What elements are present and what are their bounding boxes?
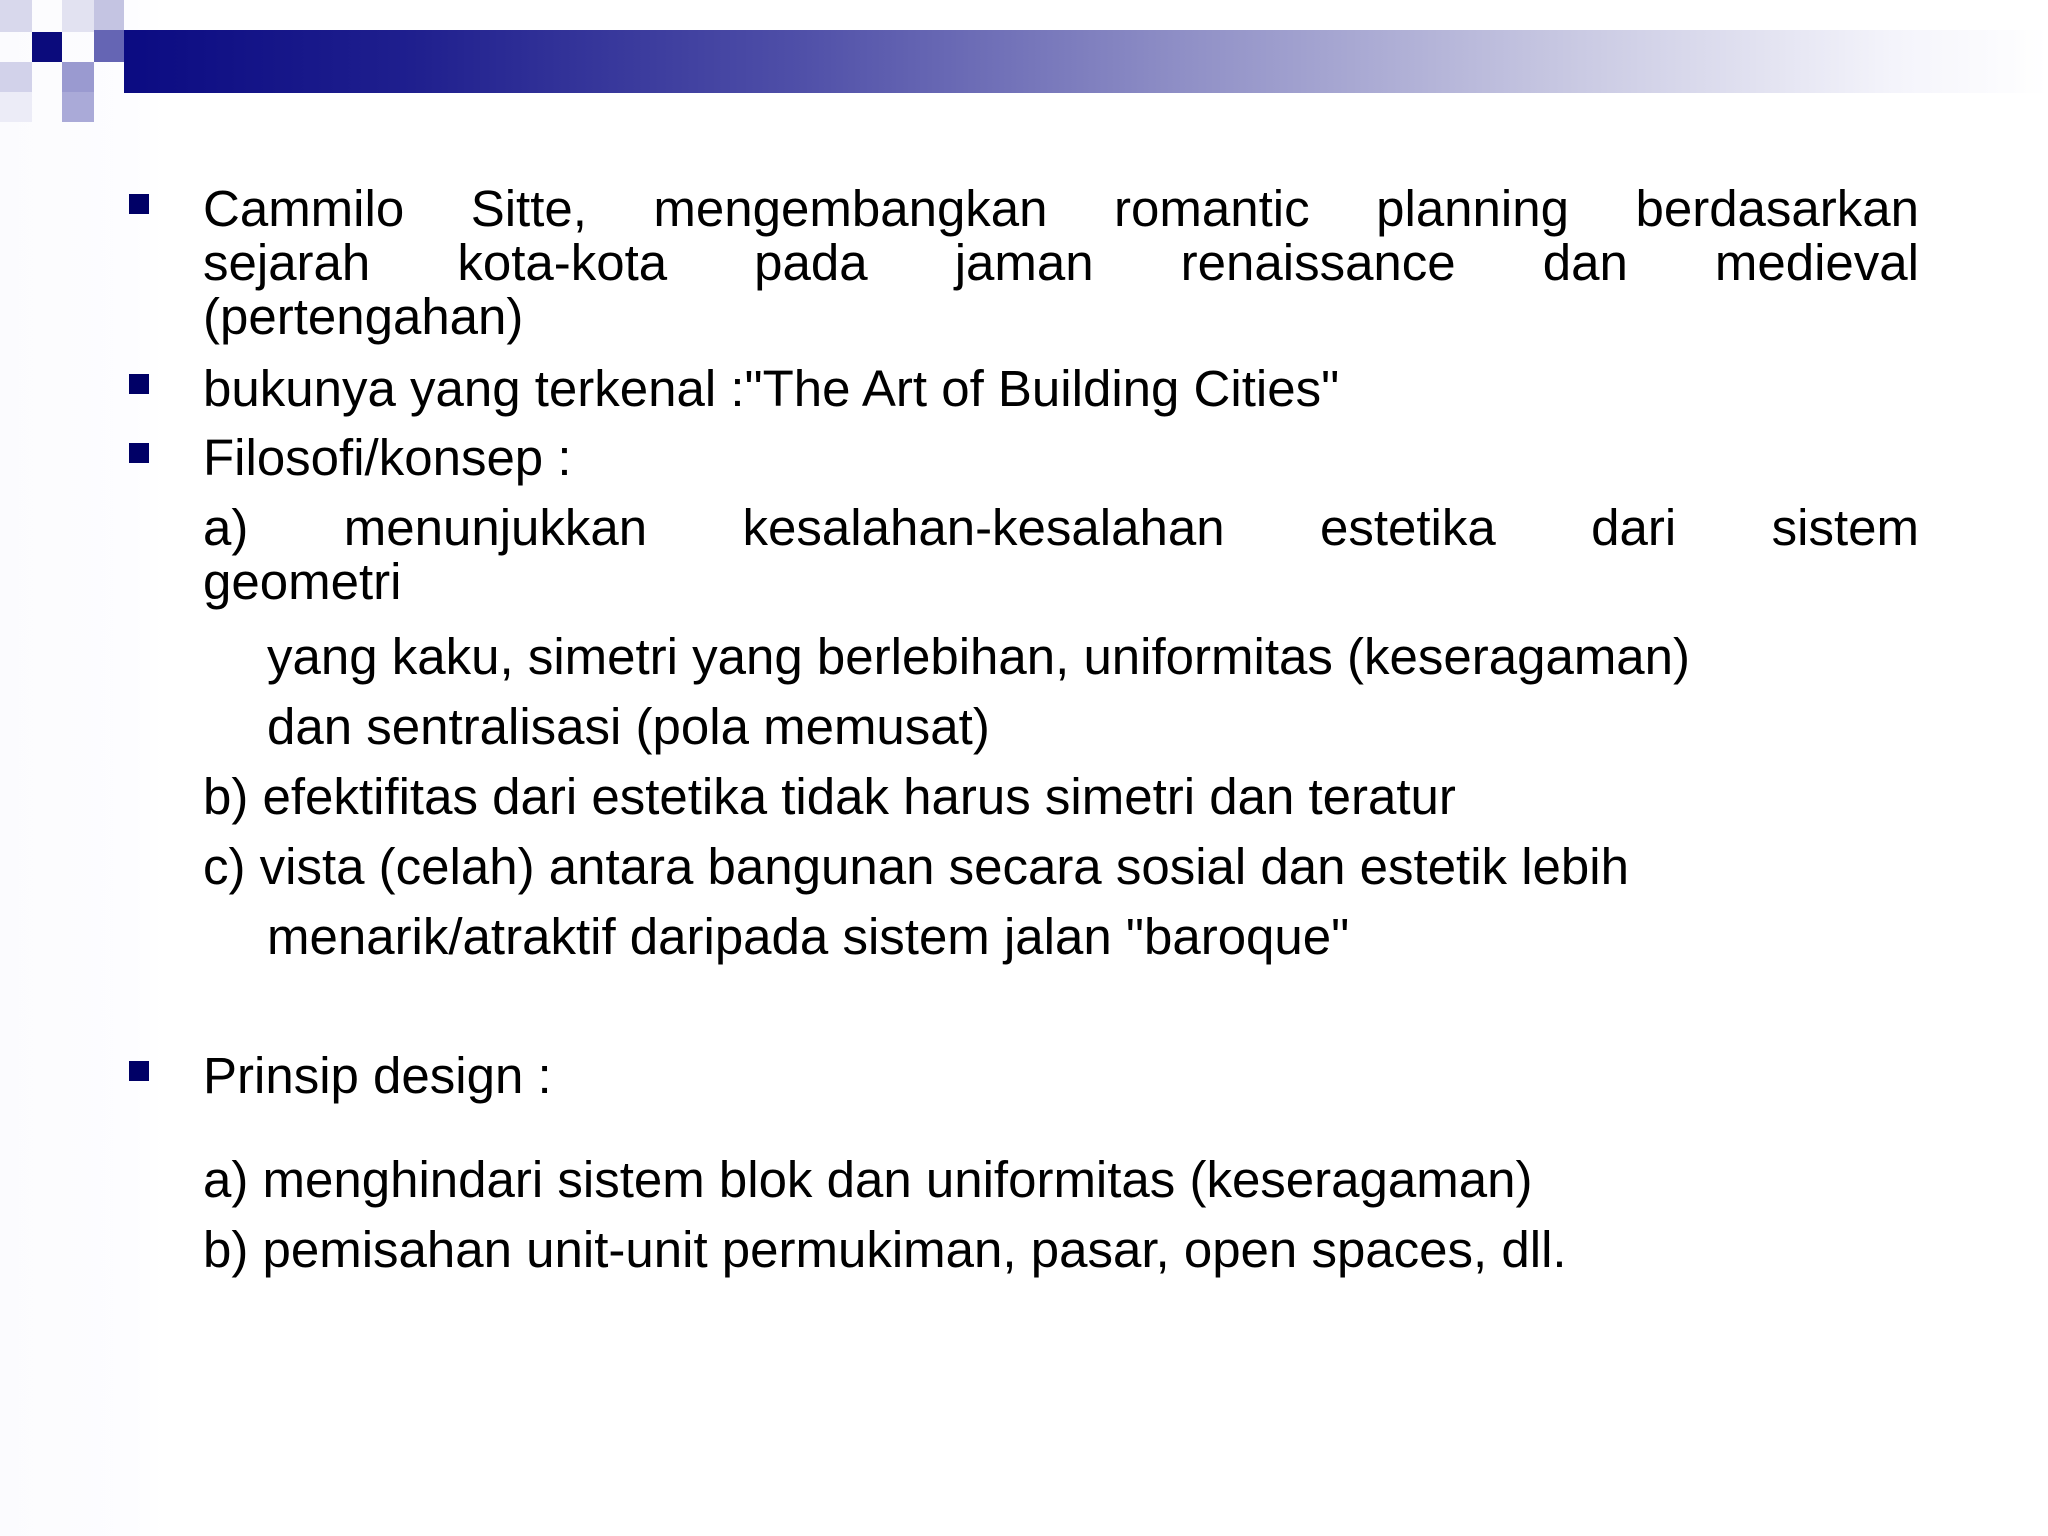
concept-a-line-3: yang kaku, simetri yang berlebihan, uniformitas (keseragaman) [267,628,1691,685]
concept-c-line-1: c) vista (celah) antara bangunan secara sosial dan estetik lebih [203,838,1629,895]
concept-b-line-1: b) efektifitas dari estetika tidak harus simetri dan teratur [203,768,1456,825]
bullet-square-icon [129,194,149,214]
principle-a-line: a) menghindari sistem blok dan uniformitas (keseragaman) [203,1151,1533,1208]
bullet-2-text: bukunya yang terkenal :"The Art of Building Cities" [203,360,1340,417]
bullet-1-line-1: Cammilo Sitte, mengembangkan romantic planning berdasarkan [203,180,1919,237]
bullet-square-icon [129,1061,149,1081]
principle-b-line: b) pemisahan unit-unit permukiman, pasar, open spaces, dll. [203,1221,1567,1278]
concept-a-line-2: geometri [203,553,402,610]
bullet-square-icon [129,374,149,394]
concept-a-line-1: a) menunjukkan kesalahan-kesalahan estetika dari sistem [203,499,1919,556]
concept-c-line-2: menarik/atraktif daripada sistem jalan "baroque" [267,908,1350,965]
bullet-square-icon [129,443,149,463]
concept-a-line-4: dan sentralisasi (pola memusat) [267,698,990,755]
bullet-3-label: Filosofi/konsep : [203,429,572,486]
bullet-4-label: Prinsip design : [203,1047,552,1104]
bullet-1-line-3: (pertengahan) [203,288,524,345]
bullet-1-line-2: sejarah kota-kota pada jaman renaissance dan medieval [203,234,1919,291]
